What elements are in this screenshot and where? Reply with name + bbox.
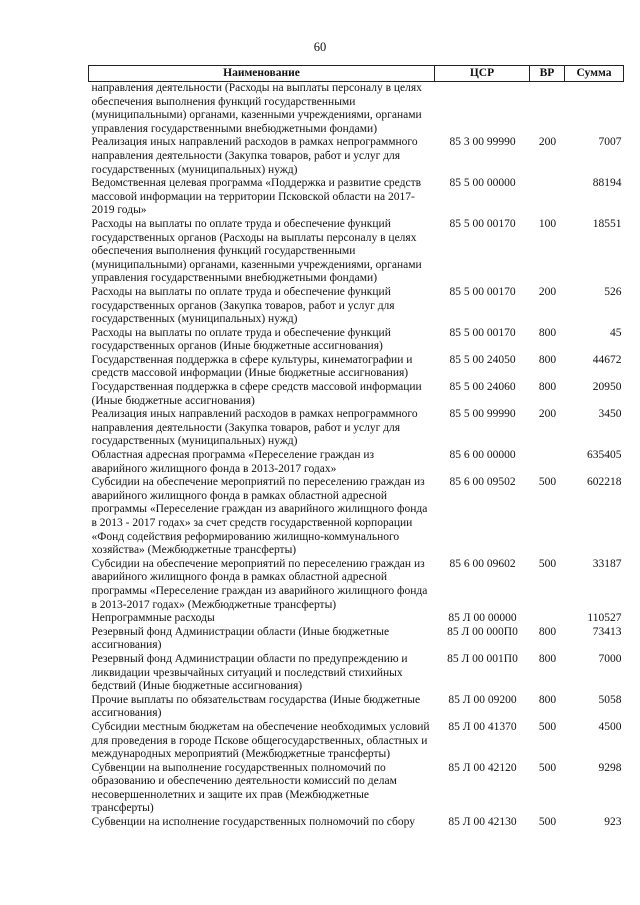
cell-csr: 85 Л 00 000П0 — [447, 625, 518, 638]
cell-vr — [530, 177, 565, 218]
cell-csr — [435, 82, 530, 137]
cell-vr: 200 — [538, 136, 557, 149]
cell-vr: 800 — [538, 381, 557, 394]
table-row — [89, 449, 624, 476]
cell-sum: 4500 — [598, 720, 622, 733]
header-vr: ВР — [530, 66, 565, 82]
cell-name: Реализация иных направлений расходов в рамках непрограммного направления деятельности (Закупка товаров, работ и услуг для государственных (муниципальных) нужд) — [91, 408, 418, 448]
cell-name: Субвенции на выполнение государственных полномочий по образованию и обеспечению деятельности комиссий по делам несовершеннолетних и защите их прав (Межбюджетные трансферты) — [91, 761, 397, 815]
cell-name: Областная адресная программа «Переселение граждан из аварийного жилищного фонда в 2013-2017 годах» — [91, 449, 375, 475]
cell-sum: 45 — [610, 326, 622, 339]
cell-sum — [565, 82, 624, 137]
table-row — [89, 558, 624, 612]
table-row — [89, 816, 624, 830]
table-row — [89, 476, 624, 558]
cell-csr: 85 5 00 24050 — [449, 353, 516, 366]
cell-csr: 85 3 00 99990 — [449, 136, 516, 149]
cell-csr: 85 6 00 09502 — [449, 476, 516, 489]
cell-csr: 85 Л 00 41370 — [448, 720, 517, 733]
header-name: Наименование — [89, 66, 435, 82]
cell-name: Расходы на выплаты по оплате труда и обеспечение функций государственных органов (Закупка товаров, работ и услуг для государственных (муниципальных) нужд) — [91, 285, 395, 326]
cell-name: Субсидии местным бюджетам на обеспечение необходимых условий для проведения в городе Пскове общегосударственных, областных и международных мероприятий (Межбюджетные трансферты) — [91, 720, 430, 761]
cell-sum: 923 — [604, 816, 622, 829]
cell-csr: 85 Л 00 00000 — [448, 612, 517, 625]
budget-table — [88, 65, 624, 830]
cell-name: Государственная поддержка в сфере средств массовой информации (Иные бюджетные ассигнования) — [91, 381, 422, 407]
cell-sum: 7007 — [598, 136, 622, 149]
table-row — [89, 653, 624, 694]
cell-csr: 85 5 00 99990 — [449, 408, 516, 421]
cell-vr — [530, 612, 565, 626]
cell-sum: 20950 — [592, 381, 622, 394]
cell-name: Резервный фонд Администрации области по предупреждению и ликвидации чрезвычайных ситуаций и последствий стихийных бедствий (Иные бюджетные ассигнования) — [91, 652, 408, 693]
cell-name: Субвенции на исполнение государственных полномочий по сбору — [91, 816, 415, 829]
cell-vr — [530, 82, 565, 137]
cell-csr: 85 5 00 00170 — [449, 285, 516, 298]
cell-sum: 5058 — [598, 693, 622, 706]
cell-vr: 800 — [538, 625, 557, 638]
cell-name: Субсидии на обеспечение мероприятий по переселению граждан из аварийного жилищного фонда в рамках областной адресной программы «Переселение граждан из аварийного жилищного фонда в 2013-2017 годах» (Межбюджетные трансферты) — [91, 557, 428, 611]
cell-sum: 7000 — [598, 652, 622, 665]
cell-name: направления деятельности (Расходы на выплаты персоналу в целях обеспечения выполнения функций государственными (муниципальными) органами, казенными учреждениями, органами управления государственными внебюджетными фондами) — [91, 82, 422, 135]
cell-name: Реализация иных направлений расходов в рамках непрограммного направления деятельности (Закупка товаров, работ и услуг для государственных (муниципальных) нужд) — [91, 136, 418, 176]
cell-sum: 635405 — [587, 449, 622, 462]
table-row — [89, 612, 624, 626]
table-header-row — [89, 66, 624, 82]
cell-vr: 800 — [538, 326, 557, 339]
cell-csr: 85 5 00 24060 — [449, 381, 516, 394]
cell-sum: 526 — [604, 285, 622, 298]
cell-vr: 800 — [538, 353, 557, 366]
table-row — [89, 762, 624, 816]
cell-name: Ведомственная целевая программа «Поддержка и развитие средств массовой информации на территории Псковской области на 2017-2019 годы» — [91, 177, 422, 217]
cell-vr: 800 — [538, 693, 557, 706]
cell-sum: 88194 — [592, 177, 622, 190]
cell-sum: 44672 — [592, 353, 622, 366]
cell-csr: 85 6 00 09602 — [449, 557, 516, 570]
cell-vr: 200 — [538, 408, 557, 421]
table-row — [89, 408, 624, 449]
cell-name: Расходы на выплаты по оплате труда и обеспечение функций государственных органов (Иные бюджетные ассигнования) — [91, 326, 391, 353]
cell-name: Расходы на выплаты по оплате труда и обеспечение функций государственных органов (Расходы на выплаты персоналу в целях обеспечения выполнения функций государственными (муниципальными) органами, казенными учреждениями, органами управления государственными внебюджетными фондами) — [91, 217, 422, 285]
table-row — [89, 354, 624, 381]
cell-sum: 18551 — [592, 217, 622, 230]
cell-vr: 500 — [538, 557, 557, 570]
cell-vr: 500 — [538, 816, 557, 829]
cell-csr: 85 Л 00 42120 — [448, 761, 517, 774]
cell-name: Государственная поддержка в сфере культуры, кинематографии и средств массовой информации (Иные бюджетные ассигнования) — [91, 353, 413, 380]
cell-csr: 85 5 00 00170 — [449, 217, 516, 230]
table-row — [89, 626, 624, 653]
cell-csr: 85 Л 00 09200 — [448, 693, 517, 706]
table-row — [89, 327, 624, 354]
cell-vr: 500 — [538, 476, 557, 489]
table-row — [89, 136, 624, 177]
table-row — [89, 694, 624, 721]
cell-sum: 602218 — [587, 476, 622, 489]
cell-sum: 9298 — [598, 761, 622, 774]
page-number: 60 — [313, 40, 327, 54]
cell-sum: 110527 — [587, 612, 622, 625]
cell-name: Прочие выплаты по обязательствам государства (Иные бюджетные ассигнования) — [91, 693, 421, 720]
table-row — [89, 286, 624, 327]
cell-csr: 85 Л 00 42130 — [448, 816, 517, 829]
table-row — [89, 721, 624, 762]
cell-csr: 85 Л 00 001П0 — [447, 652, 518, 665]
header-csr: ЦСР — [435, 66, 530, 82]
cell-vr: 500 — [538, 761, 557, 774]
table-row — [89, 82, 624, 137]
cell-csr: 85 5 00 00170 — [449, 326, 516, 339]
cell-vr: 800 — [538, 652, 557, 665]
table-row — [89, 177, 624, 218]
cell-csr: 85 5 00 00000 — [449, 177, 516, 190]
cell-sum: 33187 — [592, 557, 622, 570]
cell-csr: 85 6 00 00000 — [449, 449, 516, 462]
cell-vr: 200 — [538, 285, 557, 298]
cell-vr: 100 — [538, 217, 557, 230]
cell-vr — [530, 449, 565, 476]
cell-name: Непрограммные расходы — [91, 612, 215, 625]
cell-name: Резервный фонд Администрации области (Иные бюджетные ассигнования) — [91, 625, 390, 652]
cell-sum: 73413 — [592, 625, 622, 638]
cell-sum: 3450 — [598, 408, 622, 421]
cell-name: Субсидии на обеспечение мероприятий по переселению граждан из аварийного жилищного фонда в рамках областной адресной программы «Переселение граждан из аварийного жилищного фонда в 2013 - 2017 годах» за счет средств государственной корпорации «Фонд содействия реформированию жилищно-коммунального хозяйства» (Межбюджетные трансферты) — [91, 476, 428, 557]
cell-vr: 500 — [538, 720, 557, 733]
table-row — [89, 218, 624, 286]
header-sum: Сумма — [565, 66, 624, 82]
table-row — [89, 381, 624, 408]
